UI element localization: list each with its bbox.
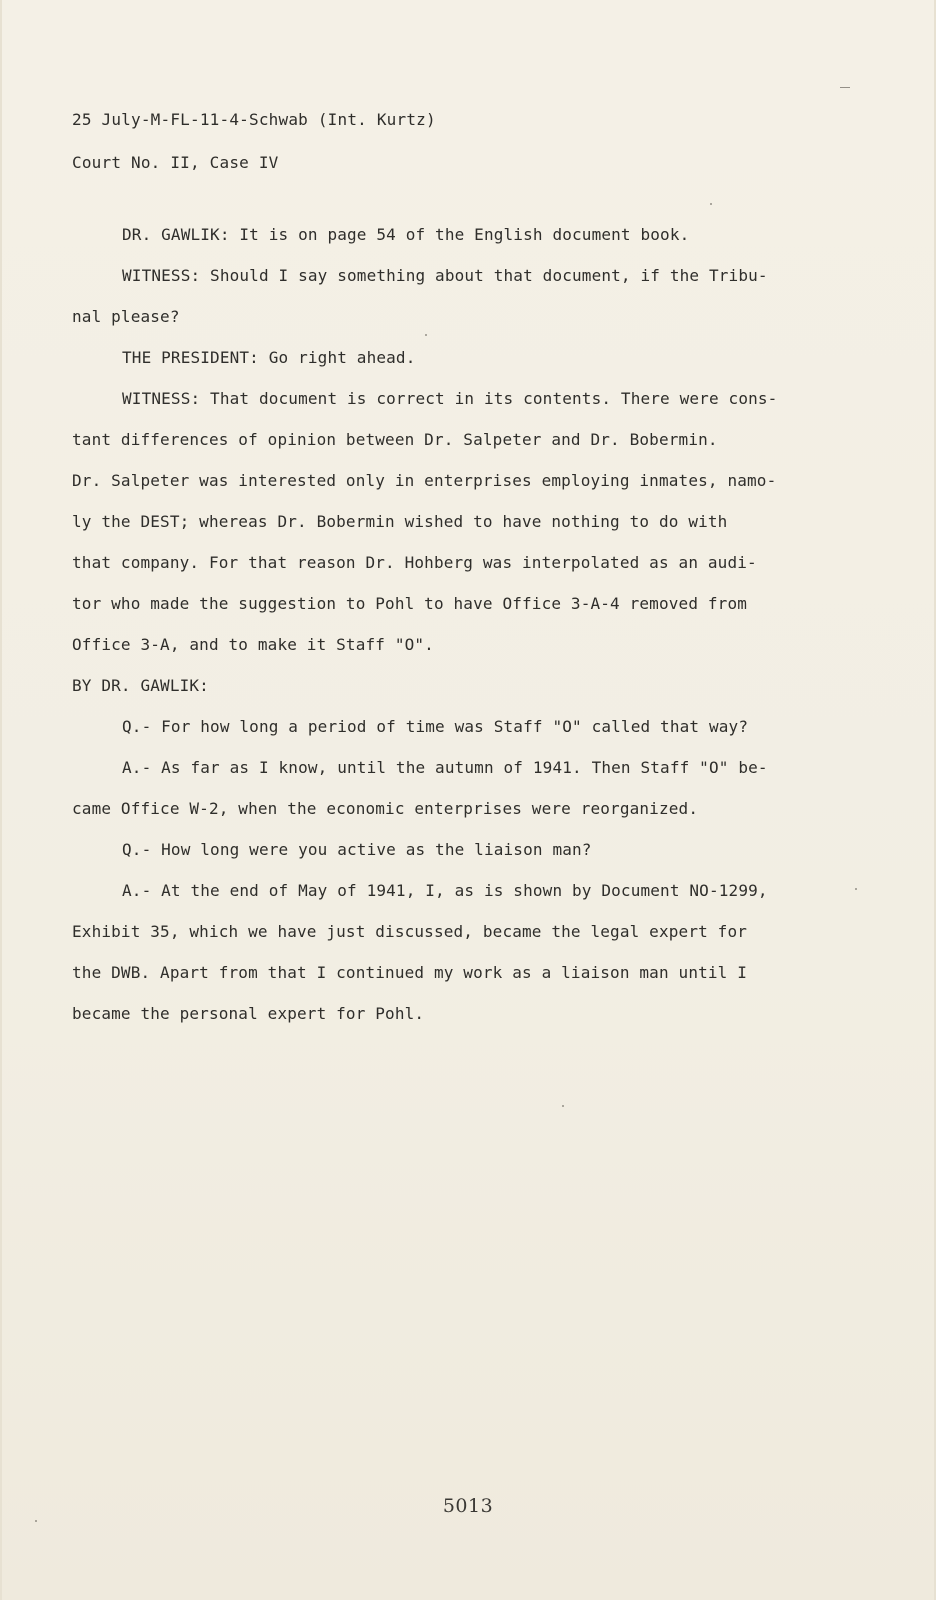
transcript-line: WITNESS: Should I say something about that document, if the Tribu- (122, 266, 768, 285)
answer-line: A.- As far as I know, until the autumn of 1941. Then Staff "O" be- (122, 758, 768, 777)
transcript-line: nal please? (72, 307, 180, 326)
document-header (72, 98, 436, 184)
question-line: Q.- How long were you active as the liaison man? (122, 840, 592, 859)
answer-line: A.- At the end of May of 1941, I, as is shown by Document NO-1299, (122, 881, 768, 900)
paper-speck (35, 1520, 37, 1522)
paper-speck (710, 203, 712, 205)
transcript-line: the DWB. Apart from that I continued my work as a liaison man until I (72, 963, 748, 982)
section-heading: BY DR. GAWLIK: (72, 676, 209, 695)
paper-speck (562, 1105, 564, 1107)
transcript-line: tor who made the suggestion to Pohl to have Office 3-A-4 removed from (72, 594, 748, 613)
question-line: Q.- For how long a period of time was Staff "O" called that way? (122, 717, 749, 736)
transcript-line: THE PRESIDENT: Go right ahead. (122, 348, 416, 367)
transcript-line: became the personal expert for Pohl. (72, 1004, 425, 1023)
transcript-line: tant differences of opinion between Dr. Salpeter and Dr. Bobermin. (72, 430, 718, 449)
transcript-line: DR. GAWLIK: It is on page 54 of the English document book. (122, 225, 690, 244)
transcript-line: WITNESS: That document is correct in its contents. There were cons- (122, 389, 778, 408)
transcript-line: ly the DEST; whereas Dr. Bobermin wished to have nothing to do with (72, 512, 728, 531)
transcript-line: Office 3-A, and to make it Staff "O". (72, 635, 434, 654)
transcript-body (72, 214, 812, 1034)
transcript-line: that company. For that reason Dr. Hohberg was interpolated as an audi- (72, 553, 757, 572)
transcript-line: came Office W-2, when the economic enterprises were reorganized. (72, 799, 699, 818)
paper-speck (840, 87, 850, 88)
header-court-line: Court No. II, Case IV (72, 153, 279, 172)
page-number: 5013 (442, 1495, 494, 1517)
paper-speck (855, 888, 857, 890)
transcript-line: Exhibit 35, which we have just discussed, became the legal expert for (72, 922, 748, 941)
paper-speck (425, 334, 427, 336)
header-session-line: 25 July-M-FL-11-4-Schwab (Int. Kurtz) (72, 110, 436, 129)
transcript-line: Dr. Salpeter was interested only in enterprises employing inmates, namo- (72, 471, 777, 490)
